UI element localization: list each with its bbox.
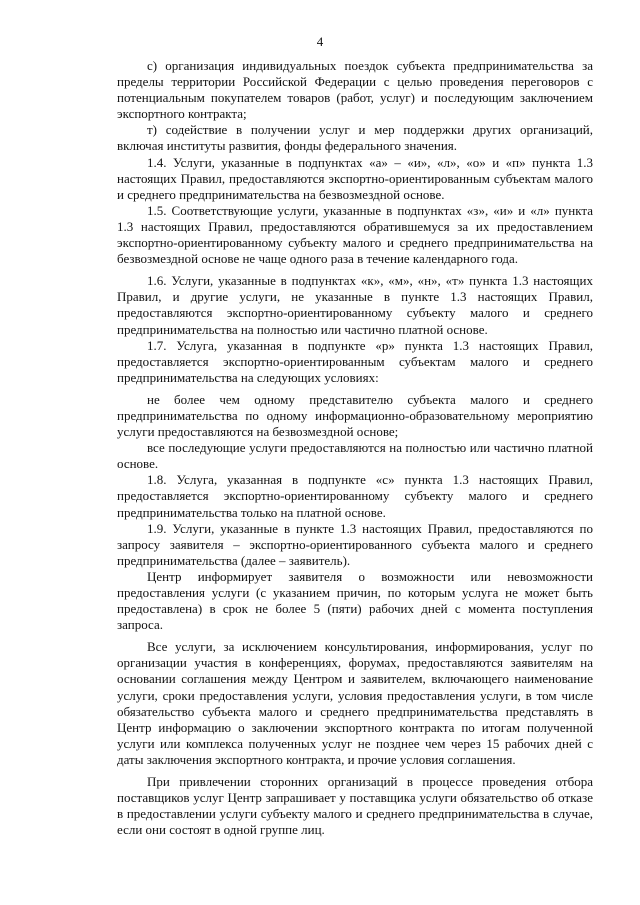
paragraph-1-7-condition-free: не более чем одному представителю субъекта малого и среднего предпринимательства по одному информационно-образовательному мероприятию услуги предоставляются на безвозмездной основе; [117,391,593,440]
page-number: 4 [316,34,324,49]
paragraph-third-parties: При привлечении сторонних организаций в процессе проведения отбора поставщиков услуг Центр запрашивает у поставщика услуги обязательство об отказе в предоставлении услуги субъекту малого и среднего предпринимательства в случае, если они состоят в одной группе лиц. [117,774,593,838]
paragraph-1-4: 1.4. Услуги, указанные в подпунктах «а» – «и», «л», «о» и «п» пункта 1.3 настоящих Правил, предоставляются экспортно-ориентированным субъектам малого и среднего предпринимательства на безвозмездной основе. [117,154,593,202]
paragraph-1-7-condition-paid: все последующие услуги предоставляются на полностью или частично платной основе. [117,440,593,472]
paragraph-1-7: 1.7. Услуга, указанная в подпункте «р» пункта 1.3 настоящих Правил, предоставляется экспортно-ориентированным субъектам малого и среднего предпринимательства на следующих условиях: [117,337,593,385]
paragraph-item-s: с) организация индивидуальных поездок субъекта предпринимательства за пределы территории Российской Федерации с целью проведения переговоров с потенциальным покупателем товаров (работ, услуг) и последующим заключением экспортного контракта; [117,58,593,122]
paragraph-1-5: 1.5. Соответствующие услуги, указанные в подпунктах «з», «и» и «л» пункта 1.3 настоящих Правил, предоставляются обратившемуся за их предоставлением экспортно-ориентированному субъекту малого и среднего предпринимательства на безвозмездной основе не чаще одного раза в течение календарного года. [117,202,593,267]
paragraph-1-9: 1.9. Услуги, указанные в пункте 1.3 настоящих Правил, предоставляются по запросу заявителя – экспортно-ориентированного субъекта малого и среднего предпринимательства (далее – заявитель). [117,520,593,568]
paragraph-all-services: Все услуги, за исключением консультирования, информирования, услуг по организации участия в конференциях, форумах, предоставляются заявителям на основании соглашения между Центром и заявителем, включающего наименование услуги, сроки предоставления услуги, условия предоставления услуги, в том числе обязательство субъекта малого и среднего предпринимательства представлять в Центр информацию о заключении экспортного контракта по итогам полученной услуги или комплекса полученных услуг не позднее чем через 15 рабочих дней с даты заключения экспортного контракта, и прочие условия соглашения. [117,639,593,767]
paragraph-1-6: 1.6. Услуги, указанные в подпунктах «к», «м», «н», «т» пункта 1.3 настоящих Правил, и другие услуги, не указанные в пункте 1.3 настоящих Правил, предоставляются экспортно-ориентированному субъекту малого и среднего предпринимательства на полностью или частично платной основе. [117,273,593,337]
document-body [117,58,593,838]
paragraph-center-informs: Центр информирует заявителя о возможности или невозможности предоставления услуги (с указанием причин, по которым услуга не может быть предоставлена) в срок не более 5 (пяти) рабочих дней с момента поступления запроса. [117,568,593,633]
paragraph-1-8: 1.8. Услуга, указанная в подпункте «с» пункта 1.3 настоящих Правил, предоставляется экспортно-ориентированному субъекту малого и среднего предпринимательства только на платной основе. [117,472,593,520]
paragraph-item-t: т) содействие в получении услуг и мер поддержки других организаций, включая институты развития, фонды федерального значения. [117,122,593,154]
